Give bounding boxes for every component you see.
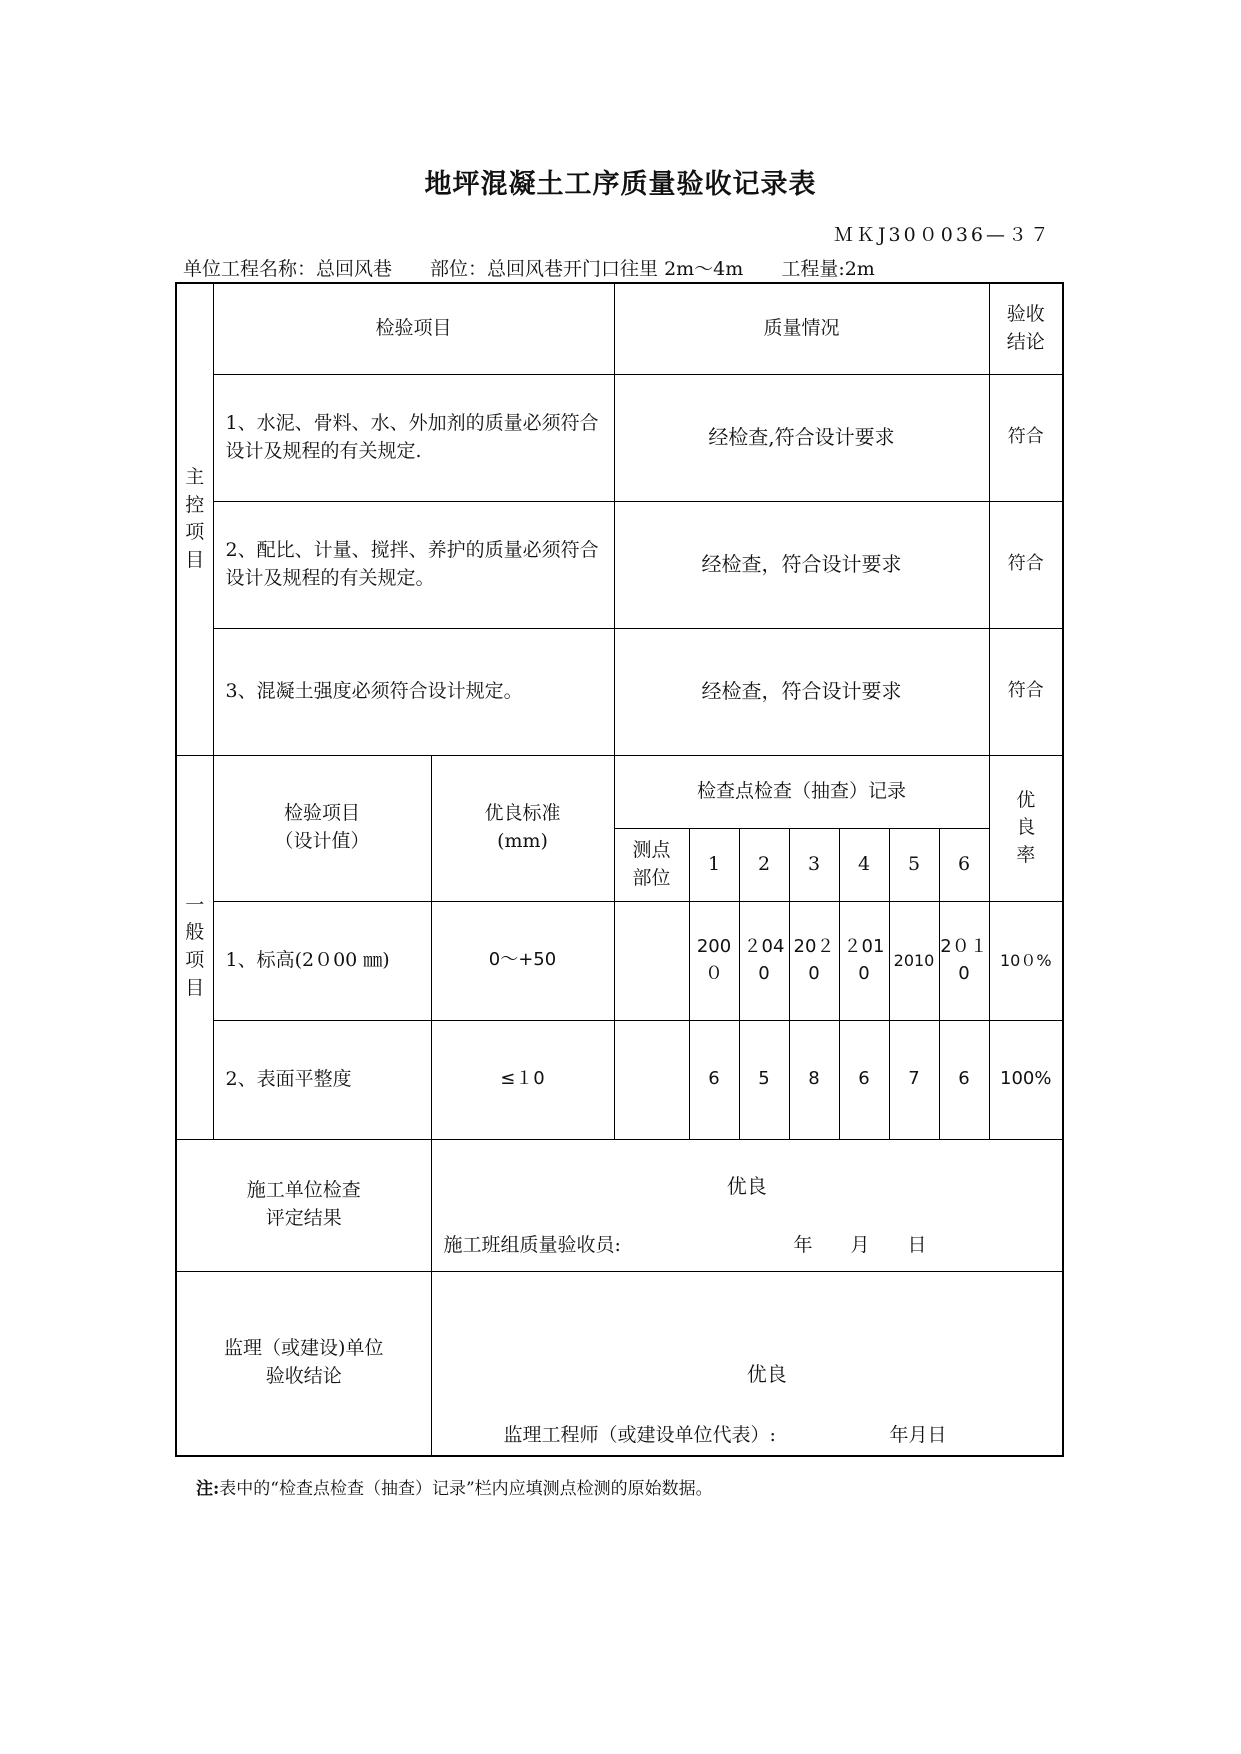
point-2-header: 2 [739,828,789,901]
inspection-table [175,282,1064,1457]
general-rate-2: 100% [989,1020,1063,1139]
main-item-1: 1、水泥、骨料、水、外加剂的质量必须符合设计及规程的有关规定. [213,374,614,501]
document-title: 地坪混凝土工序质量验收记录表 [424,169,817,200]
general-header-location: 测点 部位 [614,828,689,901]
location: 部位：总回风巷开门口往里 2m～4m [430,258,744,280]
main-quality-1: 经检查,符合设计要求 [614,374,989,501]
point-4-header: 4 [839,828,889,901]
point-6-header: 6 [939,828,989,901]
general-value: 6 [839,1020,889,1139]
form-code: ＭＫJ30０036—３７ [833,224,1052,246]
construction-result: 优良 [726,1173,767,1198]
supervision-signer: 监理工程师（或建设单位代表）: [503,1423,776,1446]
table-row [176,901,1063,1020]
general-value: 5 [739,1020,789,1139]
footnote: 注:表中的“检查点检查（抽查）记录”栏内应填测点检测的原始数据。 [196,1479,713,1499]
general-header-rate: 优 良 率 [989,755,1063,901]
general-rate-1: 10０% [989,901,1063,1020]
main-quality-2: 经检查，符合设计要求 [614,501,989,628]
general-section-label: 一 般 项 目 [176,755,213,1139]
general-item-1: 1、标高(2０00 ㎜) [213,901,431,1020]
main-control-header-row [176,283,1063,374]
main-conclusion-1: 符合 [989,374,1063,501]
general-header-standard: 优良标准 (mm) [431,755,614,901]
table-row [176,374,1063,501]
main-quality-3: 经检查，符合设计要求 [614,628,989,755]
general-header-row [176,755,1063,828]
point-1-header: 1 [689,828,739,901]
table-row [176,628,1063,755]
general-value: 200０ [689,901,739,1020]
main-item-3: 3、混凝土强度必须符合设计规定。 [213,628,614,755]
general-value: 7 [889,1020,939,1139]
general-value: 20２0 [789,901,839,1020]
construction-result-cell [431,1139,1063,1271]
main-conclusion-2: 符合 [989,501,1063,628]
general-value: ２040 [739,901,789,1020]
supervision-label: 监理（或建设)单位 验收结论 [176,1271,431,1456]
construction-label: 施工单位检查 评定结果 [176,1139,431,1271]
general-value: 8 [789,1020,839,1139]
supervision-result: 优良 [746,1361,787,1386]
table-row [176,1020,1063,1139]
supervision-date: 年月日 [889,1423,947,1446]
construction-row [176,1139,1063,1271]
main-control-section-label: 主 控 项 目 [176,283,213,755]
quantity: 工程量:2m [781,258,875,280]
point-3-header: 3 [789,828,839,901]
general-value: 2010 [889,901,939,1020]
general-header-record: 检查点检查（抽查）记录 [614,755,989,828]
general-standard-2: ≤１0 [431,1020,614,1139]
supervision-result-cell [431,1271,1063,1456]
table-row [176,501,1063,628]
general-location-2 [614,1020,689,1139]
header-inspection-item: 检验项目 [213,283,614,374]
general-value: 2０１0 [939,901,989,1020]
point-5-header: 5 [889,828,939,901]
general-value: 6 [939,1020,989,1139]
header-quality: 质量情况 [614,283,989,374]
supervision-row [176,1271,1063,1456]
header-conclusion: 验收 结论 [989,283,1063,374]
project-info [183,254,875,281]
construction-date: 年 月 日 [793,1233,927,1256]
general-location-1 [614,901,689,1020]
construction-signer: 施工班组质量验收员: [443,1233,621,1256]
unit-name: 单位工程名称：总回风巷 [183,258,393,280]
general-value: 6 [689,1020,739,1139]
general-value: ２010 [839,901,889,1020]
general-item-2: 2、表面平整度 [213,1020,431,1139]
main-item-2: 2、配比、计量、搅拌、养护的质量必须符合设计及规程的有关规定。 [213,501,614,628]
general-standard-1: 0～+50 [431,901,614,1020]
general-header-item: 检验项目 （设计值） [213,755,431,901]
main-conclusion-3: 符合 [989,628,1063,755]
